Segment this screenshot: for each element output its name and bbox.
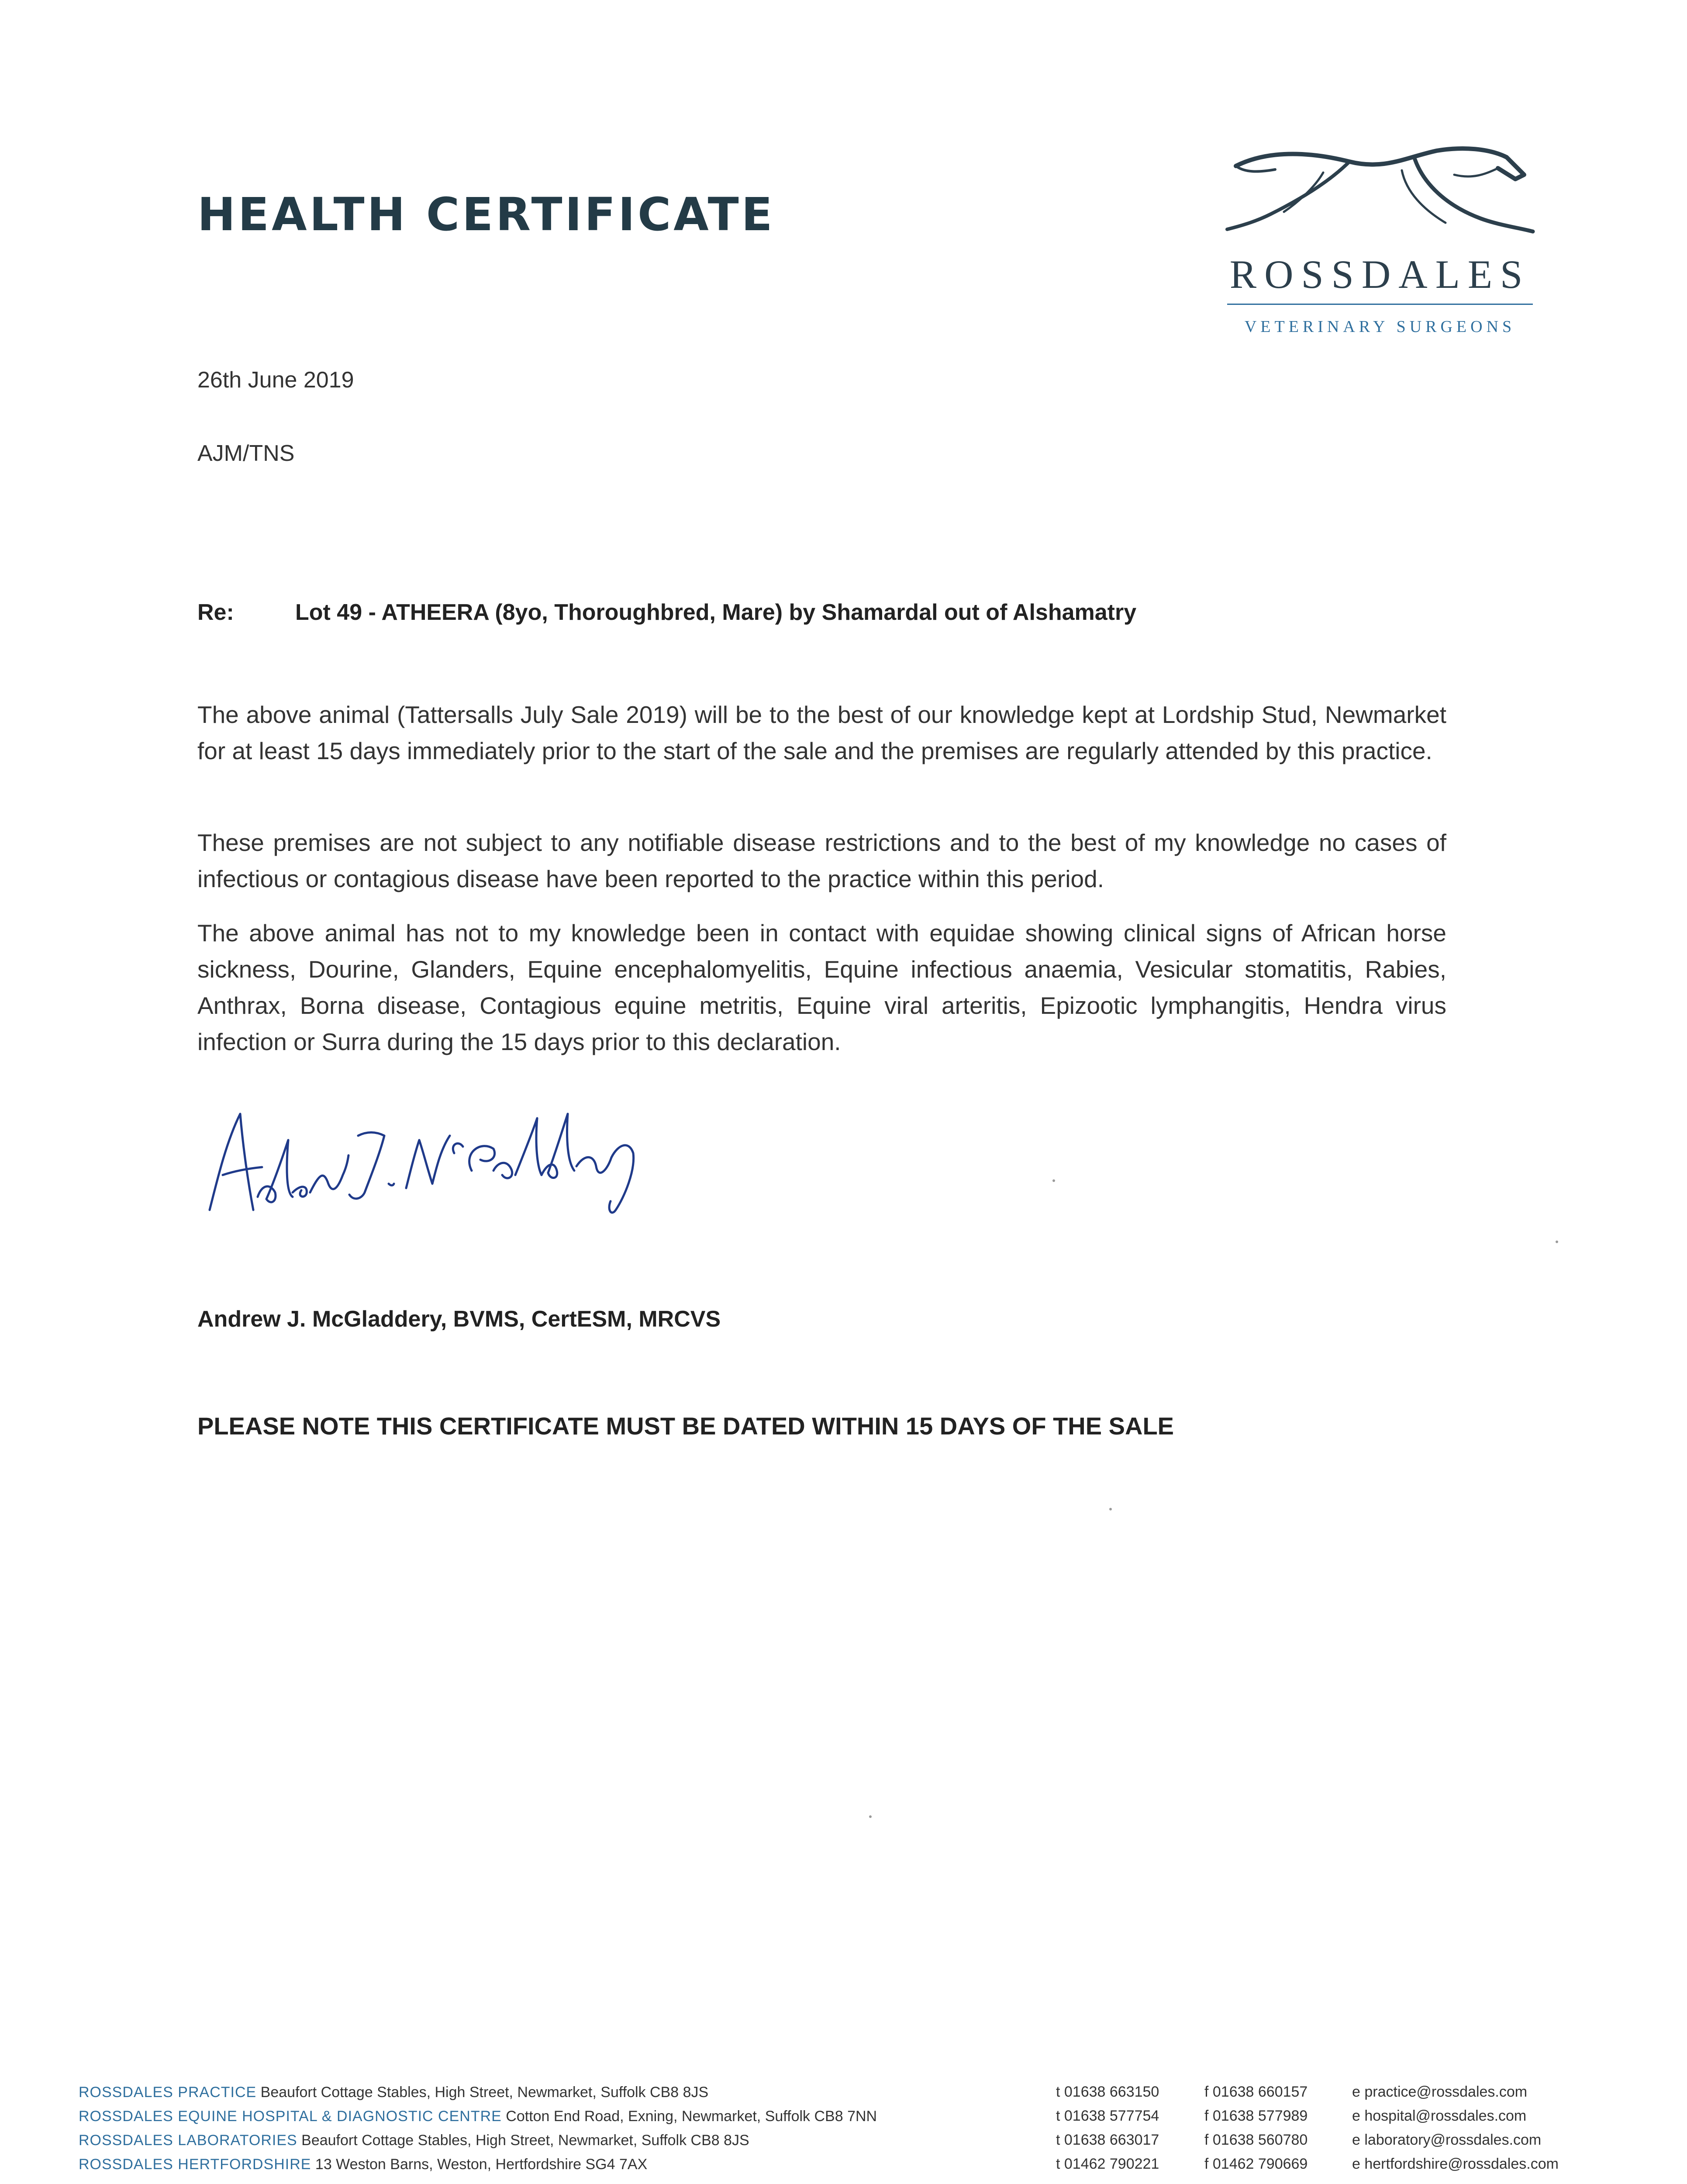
footer-address: Cotton End Road, Exning, Newmarket, Suffolk CB8 7NN xyxy=(506,2108,877,2125)
letter-date: 26th June 2019 xyxy=(197,367,354,393)
re-subject: Lot 49 - ATHEERA (8yo, Thoroughbred, Mare) by Shamardal out of Alshamatry xyxy=(295,600,1137,625)
signature xyxy=(192,1066,673,1249)
horse-icon xyxy=(1218,131,1542,262)
logo-divider xyxy=(1227,304,1533,305)
scan-speck xyxy=(1052,1179,1055,1182)
footer-telephone: t 01462 790221 xyxy=(1056,2156,1159,2172)
footer-email[interactable]: e laboratory@rossdales.com xyxy=(1352,2132,1542,2148)
handwritten-signature xyxy=(192,1066,673,1249)
footer-fax: f 01462 790669 xyxy=(1204,2156,1308,2172)
footer-org: ROSSDALES HERTFORDSHIRE xyxy=(79,2156,311,2173)
footer-address-row xyxy=(79,2108,877,2125)
footer-telephone: t 01638 663017 xyxy=(1056,2132,1159,2148)
scan-speck xyxy=(869,1815,872,1818)
rossdales-logo xyxy=(1218,131,1542,349)
footer-address-row xyxy=(79,2132,749,2149)
body-paragraph: The above animal (Tattersalls July Sale 2019) will be to the best of our knowledge kept at Lordship Stud, Newmarket for at least 15 days immediately prior to the start of the sale and the premises are regularly attended by this practice. xyxy=(197,701,1446,764)
scan-speck xyxy=(1109,1508,1112,1510)
footer-org: ROSSDALES PRACTICE xyxy=(79,2084,257,2101)
footer-org: ROSSDALES LABORATORIES xyxy=(79,2132,297,2149)
footer-telephone: t 01638 663150 xyxy=(1056,2084,1159,2100)
footer-org: ROSSDALES EQUINE HOSPITAL & DIAGNOSTIC CENTRE xyxy=(79,2108,502,2125)
footer-telephone: t 01638 577754 xyxy=(1056,2108,1159,2124)
signatory-name: Andrew J. McGladdery, BVMS, CertESM, MRCVS xyxy=(197,1306,721,1332)
footer-email[interactable]: e hospital@rossdales.com xyxy=(1352,2108,1527,2124)
logo-name: ROSSDALES xyxy=(1229,252,1531,297)
footer-address-row xyxy=(79,2156,647,2173)
footer-fax: f 01638 577989 xyxy=(1204,2108,1308,2124)
scan-speck xyxy=(1556,1241,1558,1243)
footer-fax: f 01638 560780 xyxy=(1204,2132,1308,2148)
footer-address-row xyxy=(79,2084,708,2101)
logo-subtitle: VETERINARY SURGEONS xyxy=(1244,318,1516,336)
letter-reference: AJM/TNS xyxy=(197,441,295,466)
footer-email[interactable]: e practice@rossdales.com xyxy=(1352,2084,1528,2100)
sale-notice: PLEASE NOTE THIS CERTIFICATE MUST BE DATED WITHIN 15 DAYS OF THE SALE xyxy=(197,1412,1174,1440)
body-paragraph: These premises are not subject to any notifiable disease restrictions and to the best of my knowledge no cases of infectious or contagious disease have been reported to the practice within this period. xyxy=(197,829,1446,892)
footer-address: Beaufort Cottage Stables, High Street, Newmarket, Suffolk CB8 8JS xyxy=(301,2132,749,2149)
page-title: HEALTH CERTIFICATE xyxy=(197,188,775,241)
footer-email[interactable]: e hertfordshire@rossdales.com xyxy=(1352,2156,1559,2172)
body-paragraph: The above animal has not to my knowledge been in contact with equidae showing clinical signs of African horse sickness, Dourine, Glanders, Equine encephalomyelitis, Equine infectious anaemia, Vesicular stomatitis, Rabies, Anthrax, Borna disease, Contagious equine metritis, Equine viral arteritis, Epizootic lymphangitis, Hendra virus infection or Surra during the 15 days prior to this declaration. xyxy=(197,919,1446,1055)
footer-address: Beaufort Cottage Stables, High Street, Newmarket, Suffolk CB8 8JS xyxy=(260,2084,709,2101)
footer-address: 13 Weston Barns, Weston, Hertfordshire SG4 7AX xyxy=(315,2156,648,2173)
footer-fax: f 01638 660157 xyxy=(1204,2084,1308,2100)
re-label: Re: xyxy=(197,600,234,625)
